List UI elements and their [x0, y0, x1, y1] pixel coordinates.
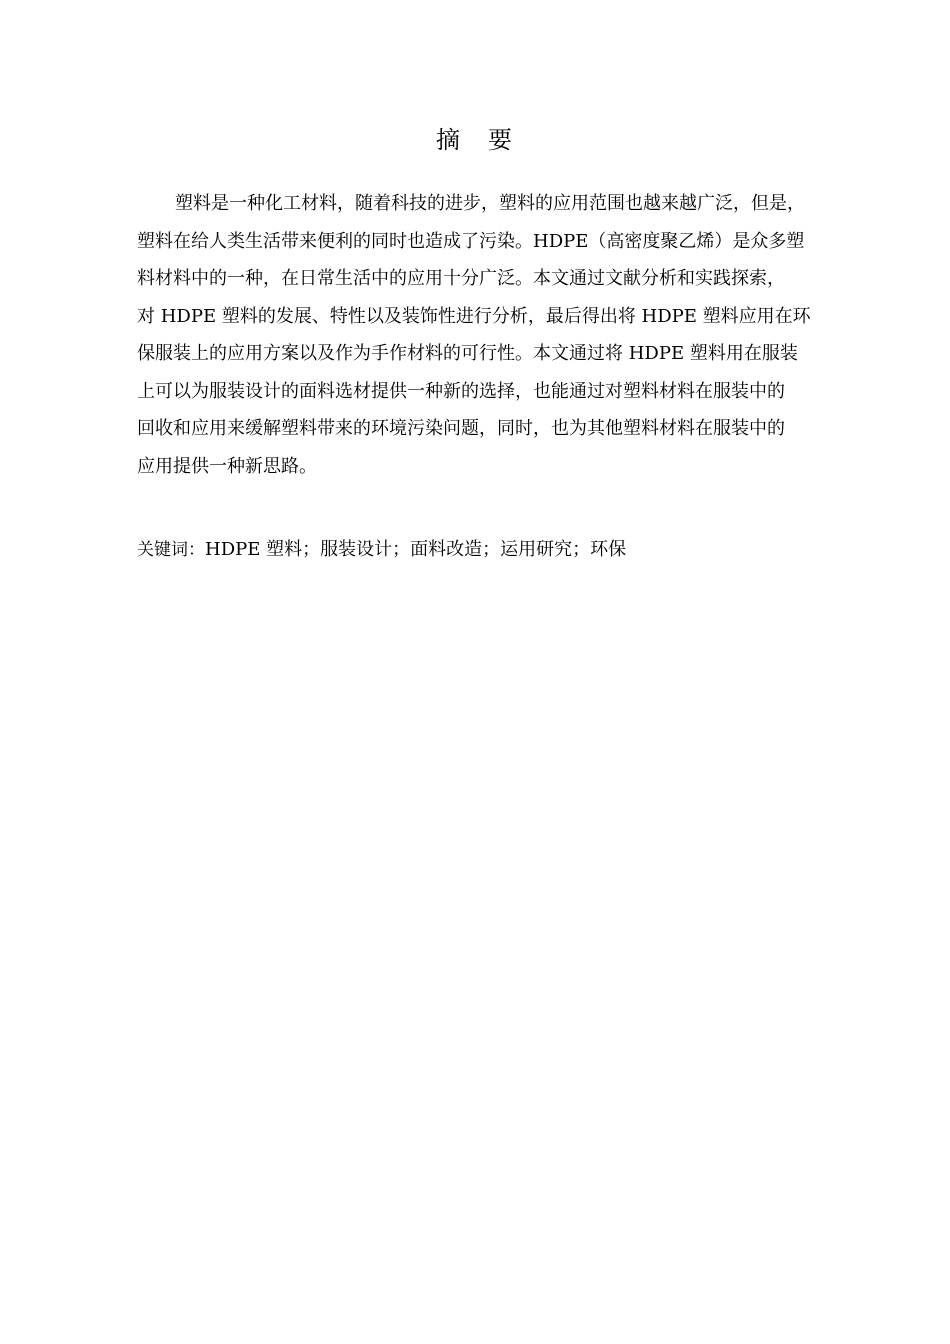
abstract-line: 保服装上的应用方案以及作为手作材料的可行性。本文通过将 HDPE 塑料用在服装 — [137, 343, 798, 364]
abstract-line: 回收和应用来缓解塑料带来的环境污染问题，同时，也为其他塑料材料在服装中的 — [137, 418, 785, 439]
keywords-label: 关键词： — [137, 540, 205, 560]
abstract-body — [137, 189, 827, 489]
keywords-text: HDPE 塑料；服装设计；面料改造；运用研究；环保 — [205, 539, 627, 560]
abstract-line: 料材料中的一种，在日常生活中的应用十分广泛。本文通过文献分析和实践探索， — [137, 268, 785, 289]
abstract-line: 上可以为服装设计的面料选材提供一种新的选择，也能通过对塑料材料在服装中的 — [137, 380, 785, 402]
abstract-line: 塑料是一种化工材料，随着科技的进步，塑料的应用范围也越来越广泛，但是， — [175, 193, 805, 214]
keywords-line — [137, 535, 626, 565]
abstract-line: 对 HDPE 塑料的发展、特性以及装饰性进行分析，最后得出将 HDPE 塑料应用在环 — [137, 305, 811, 327]
abstract-line: 应用提供一种新思路。 — [137, 455, 317, 477]
page-title: 摘 要 — [436, 126, 514, 154]
abstract-line: 塑料在给人类生活带来便利的同时也造成了污染。HDPE（高密度聚乙烯）是众多塑 — [137, 230, 805, 252]
